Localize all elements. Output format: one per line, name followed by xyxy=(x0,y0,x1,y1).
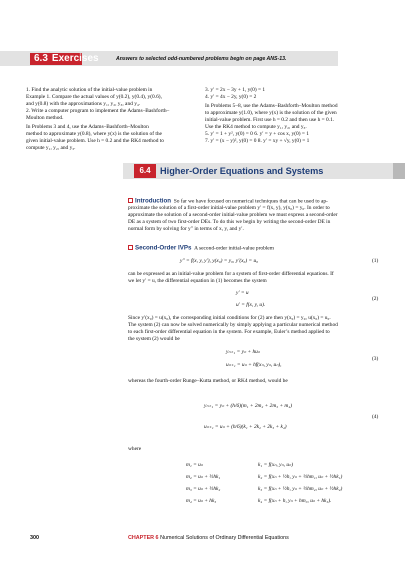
chapter-label: CHAPTER 6 xyxy=(128,535,159,541)
exercise-line: 5. y′ = 1 + y², y(0) = 0 6. y′ = y + cos x, y(0) = 1 xyxy=(205,131,309,137)
exercise-line: method to approximate y(0.8), where y(x) is the solution of the xyxy=(26,131,162,137)
equation-number: (2) xyxy=(372,296,379,302)
where-label: where xyxy=(128,446,142,452)
k-row: k₂ = f(xₙ + ½h, yₙ + ½hm₁, uₙ + ½hk₁) xyxy=(258,474,343,480)
intro-heading: Introduction xyxy=(135,197,172,205)
running-footer xyxy=(128,535,289,541)
m-row: m₃ = uₙ + ½hk₂ xyxy=(186,486,221,492)
exercise-line: initial-value problem. First use h = 0.2 and then use h = 0.1. xyxy=(205,117,335,123)
exercise-line: 7. y′ = (x − y)², y(0) = 0 8. y′ = xy + √y, y(0) = 1 xyxy=(205,138,310,144)
ivp-paragraph-line: Since y′(x₀) = u(x₀), the corresponding initial conditions for (2) are then y(x₀) = y₀, u(x₀) = u₀. xyxy=(128,315,331,321)
exercise-line: In Problems 5–8, use the Adams–Bashforth–Moulton method xyxy=(205,103,338,109)
equation-number: (4) xyxy=(372,414,379,420)
exercise-line: compute y₁, y₂, and y₃. xyxy=(26,145,76,151)
equation-2a: y′ = u xyxy=(236,290,249,296)
ivp-paragraph-line: the system (2) would be xyxy=(128,336,180,342)
exercises-title xyxy=(30,53,99,65)
exercises-section-title: Exercises xyxy=(51,53,99,64)
exercise-line: given initial-value problem. Use h = 0.2 and the RK4 method to xyxy=(26,138,164,144)
intro-text: So far we have focused on numerical techniques that can be used to ap- xyxy=(173,198,328,205)
answers-note: Answers to selected odd-numbered problems begin on page ANS-13. xyxy=(116,56,287,62)
ivp-paragraph-line: whereas the fourth-order Runge–Kutta method, or RK4 method, would be xyxy=(128,378,288,384)
exercise-line: Example 1. Compare the actual values of y(0.2), y(0.4), y(0.6), xyxy=(26,94,162,100)
intro-paragraph-line: normal form by solving for y″ in terms of x, y, and y′. xyxy=(128,226,244,232)
ivp-paragraph-line: The system (2) can now be solved numerically by simply applying a particular numerical method xyxy=(128,322,338,328)
section-number: 6.4 xyxy=(134,164,156,178)
heading-box-icon xyxy=(128,198,133,203)
ivp-paragraph-line: to each first-order differential equation in the system. For example, Euler’s method applied to xyxy=(128,329,330,335)
side-tab xyxy=(393,163,405,179)
chapter-title: Numerical Solutions of Ordinary Differential Equations xyxy=(160,535,289,541)
exercises-section-number: 6.3 xyxy=(34,53,48,64)
k-row: k₃ = f(xₙ + ½h, yₙ + ½hm₂, uₙ + ½hk₂) xyxy=(258,486,343,492)
equation-1: y″ = f(x, y, y′), y(x₀) = y₀, y′(x₀) = u₀ xyxy=(180,258,259,264)
k-row: k₁ = f(xₙ, yₙ, uₙ) xyxy=(258,462,294,468)
equation-3b: uₙ₊₁ = uₙ + hf(xₙ, yₙ, uₙ), xyxy=(226,362,282,368)
exercise-line: to approximate y(1.0), where y(x) is the solution of the given xyxy=(205,110,337,116)
ivp-heading: Second-Order IVPs xyxy=(135,244,192,252)
exercise-line: 3. y′ = 2x − 3y + 1, y(0) = 1 xyxy=(205,87,266,93)
equation-4b: uₙ₊₁ = uₙ + (h/6)(k₁ + 2k₂ + 2k₃ + k₄) xyxy=(204,424,287,430)
exercise-line: 1. Find the analytic solution of the initial-value problem in xyxy=(26,87,153,93)
ivp-lead: A second-order initial-value problem xyxy=(194,245,274,252)
m-row: m₄ = uₙ + hk₃ xyxy=(186,498,217,504)
exercise-line: Moulton method. xyxy=(26,115,64,121)
equation-2b: u′ = f(x, y, u). xyxy=(236,302,266,308)
equation-number: (1) xyxy=(372,258,379,264)
k-row: k₄ = f(xₙ + h, yₙ + hm₃, uₙ + hk₃). xyxy=(258,498,332,504)
ivp-paragraph-line xyxy=(128,245,274,252)
equation-3a: yₙ₊₁ = yₙ + huₙ xyxy=(226,349,261,355)
m-row: m₂ = uₙ + ½hk₁ xyxy=(186,474,221,480)
exercise-line: 2. Write a computer program to implement the Adams–Bashforth– xyxy=(26,108,170,114)
m-row: m₁ = uₙ xyxy=(186,462,203,468)
intro-paragraph-line: proximate the solution of a first-order initial-value problem y′ = f(x, y), y(x₀) = y₀. In order to xyxy=(128,205,330,211)
section-title: Higher-Order Equations and Systems xyxy=(160,166,324,176)
exercise-line: and y(0.8) with the approximations y₁, y₂, y₃, and y₄. xyxy=(26,101,141,107)
intro-paragraph-line: DE as a system of two first-order DEs. To do this we begin by writing the second-order DE in xyxy=(128,219,331,225)
exercise-line: 4. y′ = 4x − 2y, y(0) = 2 xyxy=(205,94,257,100)
heading-box-icon xyxy=(128,245,133,250)
exercise-line: In Problems 3 and 4, use the Adams–Bashforth–Moulton xyxy=(26,124,149,130)
equation-number: (3) xyxy=(372,356,379,362)
ivp-paragraph-line: we let y′ = u, the differential equation in (1) becomes the system xyxy=(128,278,267,284)
page-number: 300 xyxy=(30,535,39,541)
ivp-paragraph-line: can be expressed as an initial-value problem for a system of first-order differential equations. If xyxy=(128,271,334,277)
exercise-line: Use the RK4 method to compute y₁, y₂, and y₃. xyxy=(205,124,307,130)
intro-paragraph-line: approximate the solution of a second-order initial-value problem we must express a second-order xyxy=(128,212,338,218)
equation-4a: yₙ₊₁ = yₙ + (h/6)(m₁ + 2m₂ + 2m₃ + m₄) xyxy=(204,403,292,409)
